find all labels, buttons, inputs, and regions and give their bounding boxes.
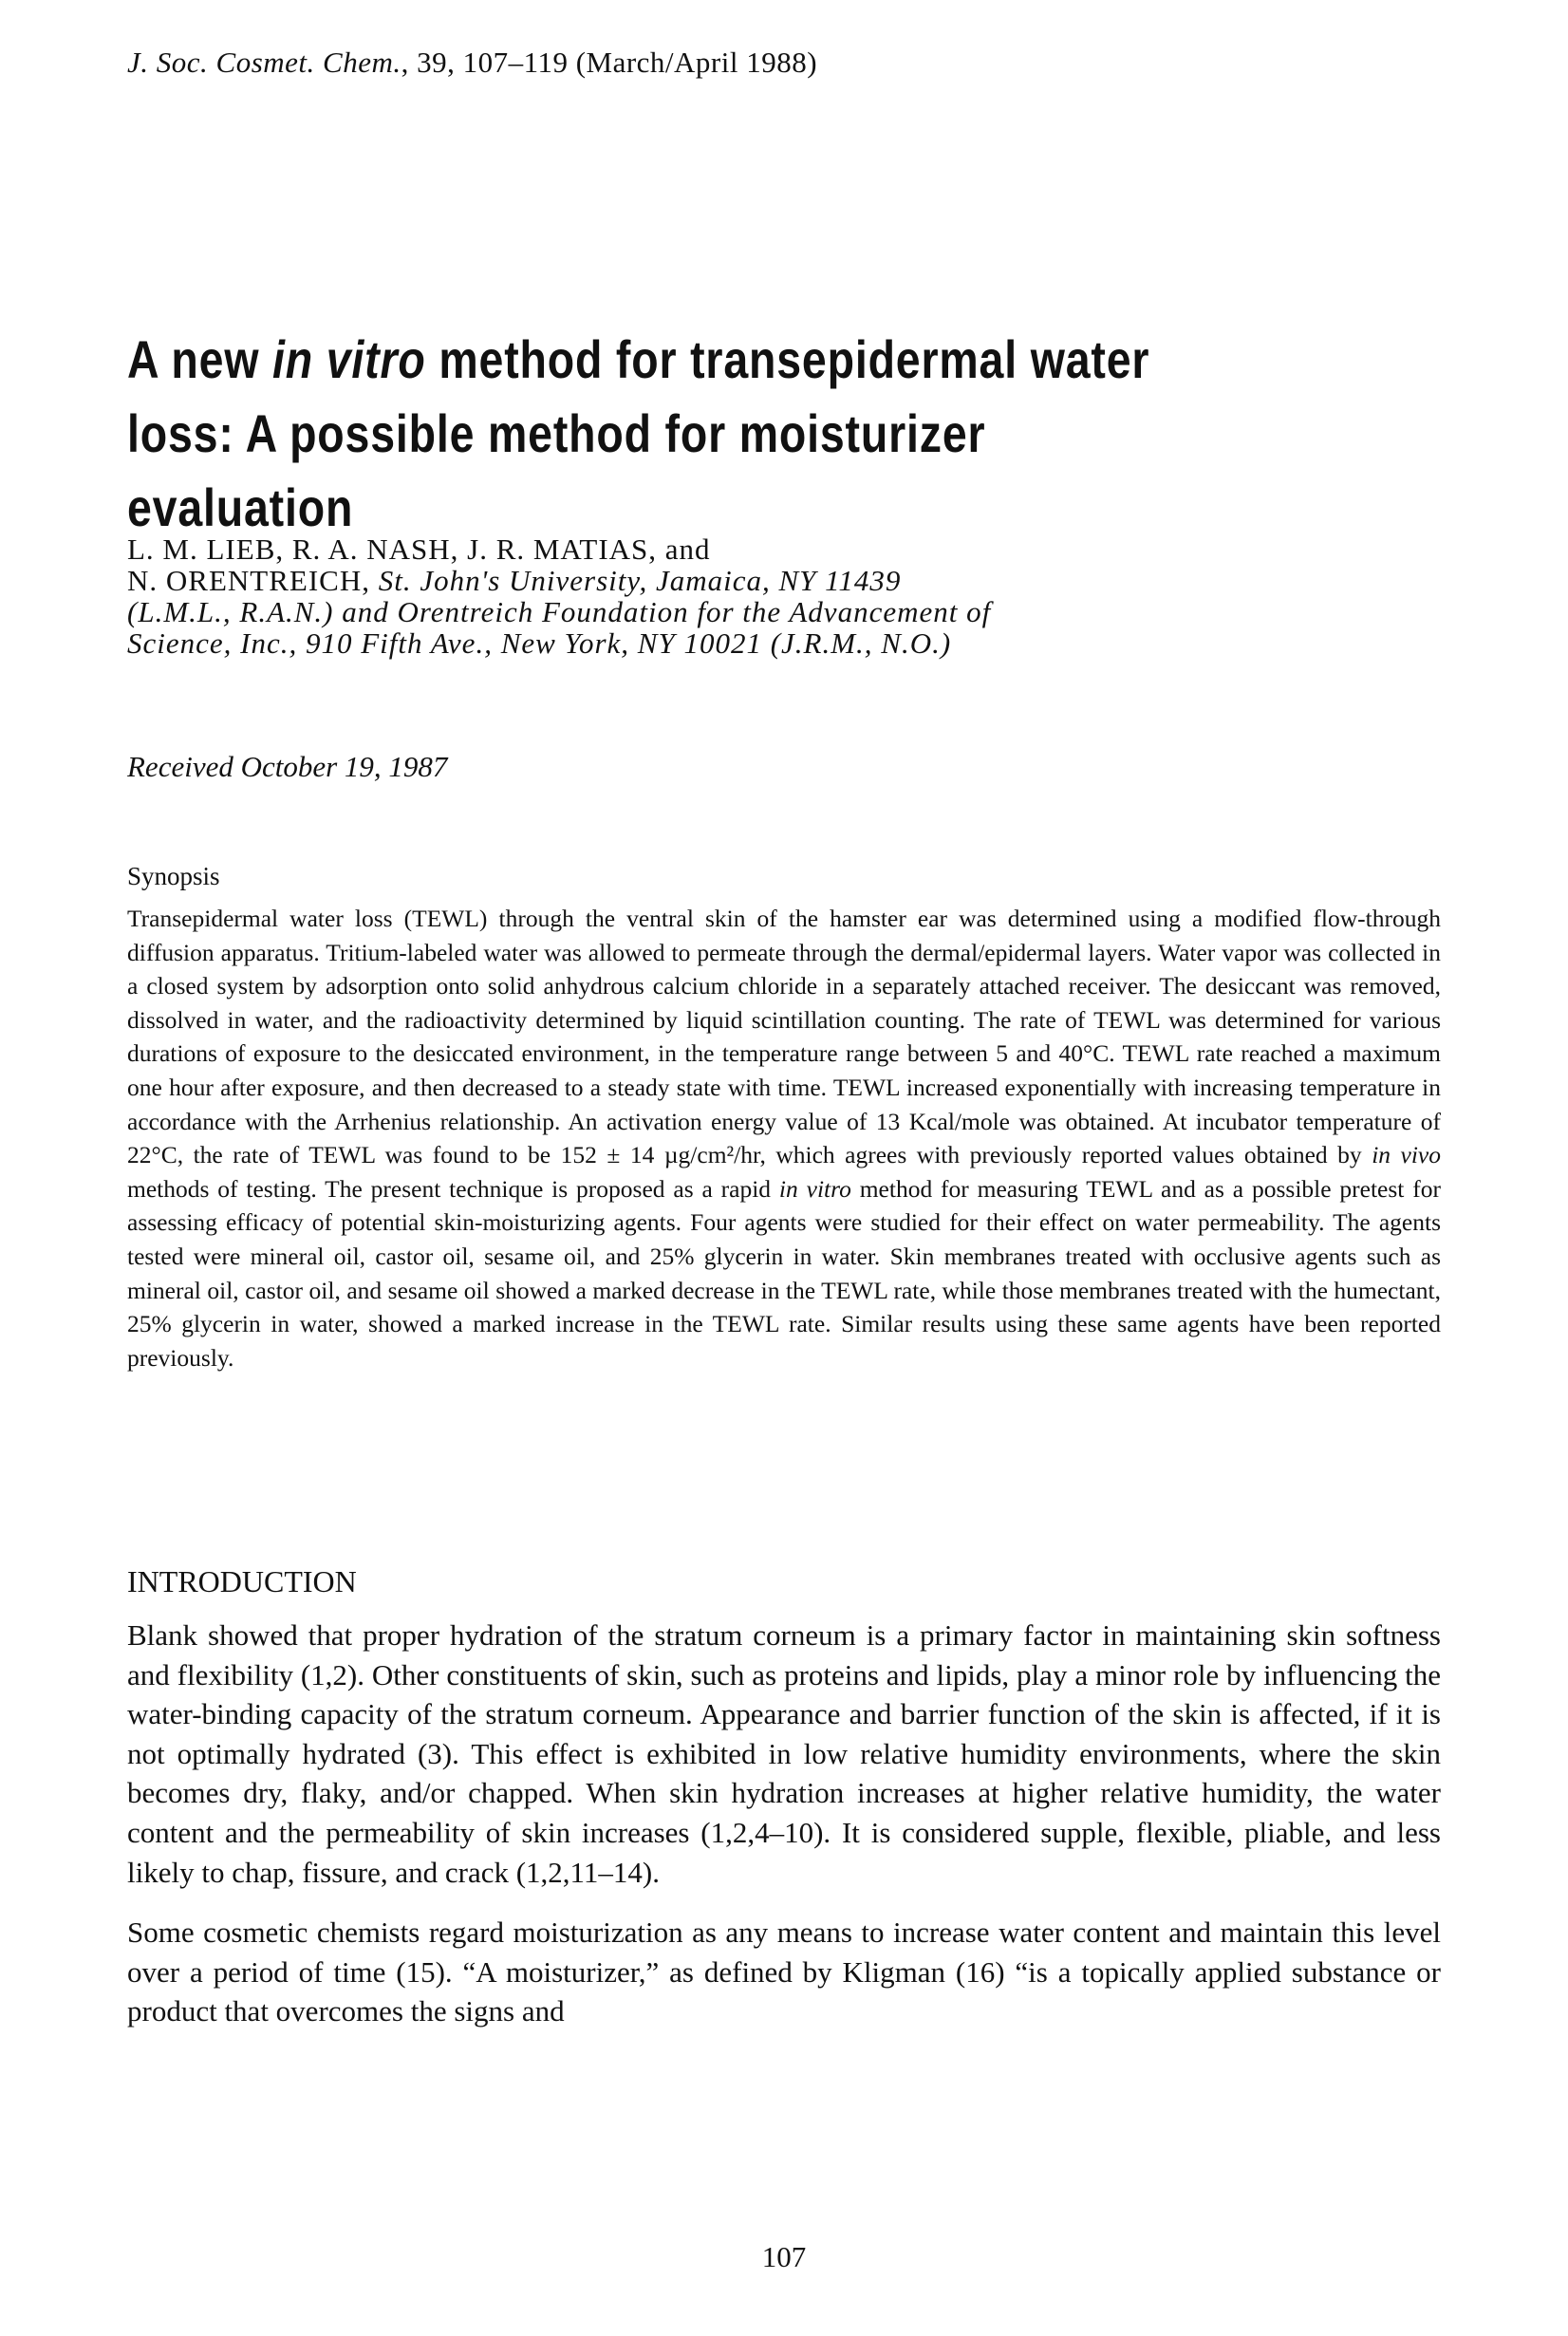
article-title [127,323,1223,545]
synopsis-paragraph [127,902,1441,1374]
intro-paragraph-2: Some cosmetic chemists regard moisturization as any means to increase water content and maintain this level over a period of time (15). “A moisturizer,” as defined by Kligman (16) “is a topically applied substance or product that overcomes the signs and [127,1916,1441,2028]
introduction-body [127,1616,1441,2052]
journal-name: J. Soc. Cosmet. Chem. [127,46,401,79]
affiliation-line-4: Science, Inc., 910 Fifth Ave., New York, NY 10021 (J.R.M., N.O.) [127,626,952,660]
title-part-1: A new [127,329,273,389]
intro-paragraph-1: Blank showed that proper hydration of the stratum corneum is a primary factor in maintaining skin softness and flexibility (1,2). Other constituents of skin, such as proteins and lipids, play a minor role by influencing the water-binding capacity of the stratum corneum. Appearance and barrier function of the skin is affected, if it is not optimally hydrated (3). This effect is exhibited in low relative humidity environments, where the skin becomes dry, flaky, and/or chapped. When skin hydration increases at higher relative humidity, the water content and the permeability of skin increases (1,2,4–10). It is considered supple, flexible, pliable, and less likely to chap, fissure, and crack (1,2,11–14). [127,1618,1441,1889]
synopsis-body [127,902,1441,1374]
synopsis-heading: Synopsis [127,862,220,890]
affiliation-1: St. John's University, Jamaica, NY 11439 [378,564,902,597]
affiliation-line-3: (L.M.L., R.A.N.) and Orentreich Foundation for the Advancement of [127,595,992,628]
synopsis-in-vitro: in vitro [778,1174,851,1203]
journal-citation [127,46,817,80]
synopsis-text-c: methods of testing. The present technique is proposed as a rapid [127,1174,779,1203]
synopsis-text-e: method for measuring TEWL and as a possible pretest for assessing efficacy of potential skin-moisturizing agents. Four agents were studied for their effect on water permeability. The agents tested were mineral oil, castor oil, sesame oil, and 25% glycerin in water. Skin membranes treated with occlusive agents such as mineral oil, castor oil, and sesame oil showed a marked decrease in the TEWL rate, while those membranes treated with the humectant, 25% glycerin in water, showed a marked increase in the TEWL rate. Similar results using these same agents have been reported previously. [127,1174,1441,1372]
author-line-1: L. M. LIEB, R. A. NASH, J. R. MATIAS, and [127,533,711,566]
citation-details: , 39, 107–119 (March/April 1988) [401,46,818,79]
title-part-3: method for transepidermal water loss: A possible method for moisturizer evaluation [127,329,1150,537]
author-names: N. ORENTREICH, [127,564,379,597]
author-block [127,533,1076,659]
author-line-2 [127,565,1076,596]
introduction-heading: INTRODUCTION [127,1564,357,1598]
page-number: 107 [761,2240,807,2273]
title-italic-part: in vitro [272,329,426,389]
synopsis-in-vivo: in vivo [1372,1141,1441,1169]
received-date: Received October 19, 1987 [127,750,448,783]
synopsis-text-a: Transepidermal water loss (TEWL) through the ventral skin of the hamster ear was determined using a modified flow-through diffusion apparatus. Tritium-labeled water was allowed to permeate through the dermal/epidermal layers. Water vapor was collected in a closed system by adsorption onto solid anhydrous calcium chloride in a separately attached receiver. The desiccant was removed, dissolved in water, and the radioactivity determined by liquid scintillation counting. The rate of TEWL was determined for various durations of exposure to the desiccated environment, in the temperature range between 5 and 40°C. TEWL rate reached a maximum one hour after exposure, and then decreased to a steady state with time. TEWL increased exponentially with increasing temperature in accordance with the Arrhenius relationship. An activation energy value of 13 Kcal/mole was obtained. At incubator temperature of 22°C, the rate of TEWL was found to be 152 ± 14 µg/cm²/hr, which agrees with previously reported values obtained by [127,905,1441,1169]
